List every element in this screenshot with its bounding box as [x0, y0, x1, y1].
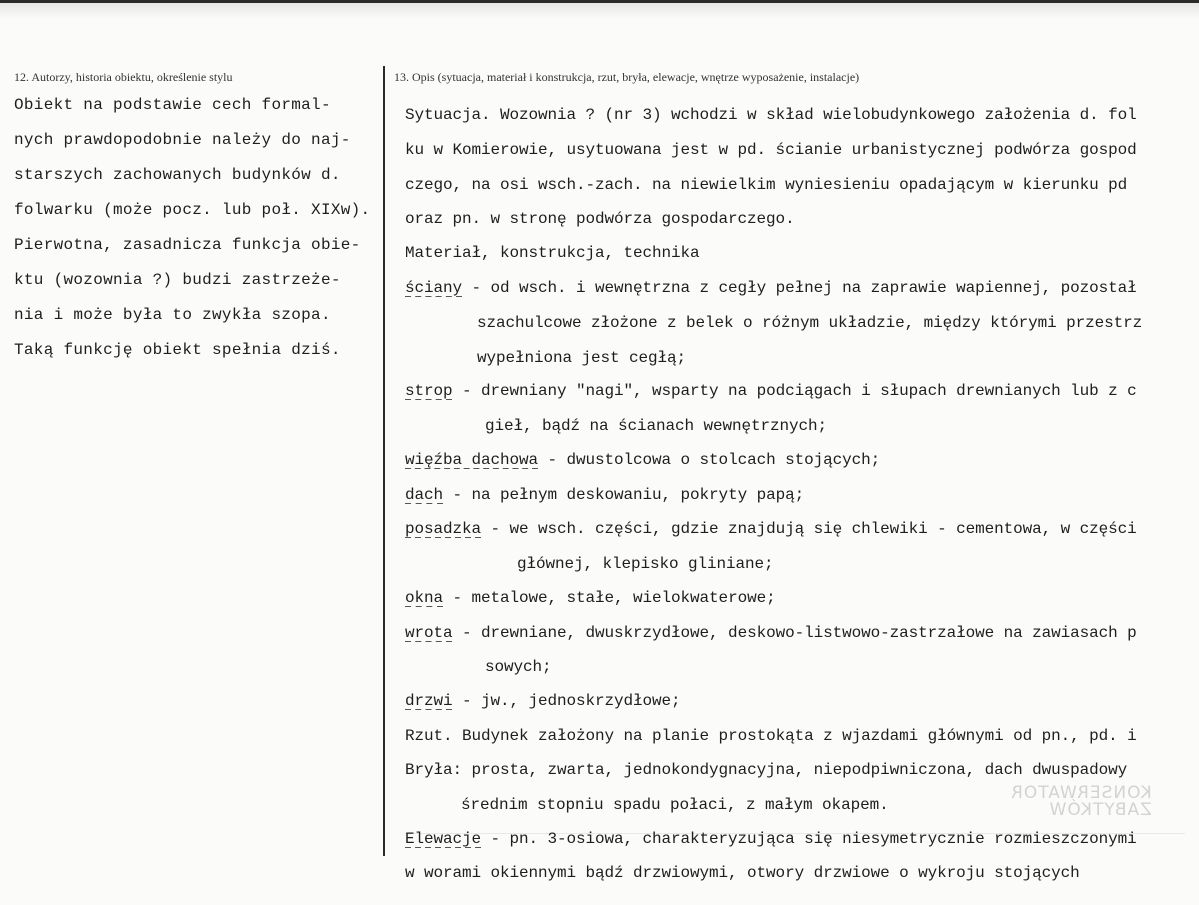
term-elewacje: Elewacje [405, 830, 482, 848]
text-line: ściany - od wsch. i wewnętrzna z cegły pełnej na zaprawie wapiennej, pozostał [405, 279, 1137, 297]
column-divider [383, 66, 385, 856]
term-material: Materiał, konstrukcja, technika [405, 244, 700, 262]
text-line: drzwi - jw., jednoskrzydłowe; [405, 692, 681, 710]
term-rzut: Rzut [405, 727, 444, 745]
text-line: szachulcowe złożone z belek o różnym układzie, między którymi przestrz [477, 314, 1143, 332]
scan-top-shadow [0, 3, 1199, 19]
show-through-stamp: KONSERWATOR ZABYTKÓW [1010, 783, 1152, 820]
text-line: okna - metalowe, stałe, wielokwaterowe; [405, 589, 776, 607]
text-line: sowych; [485, 658, 552, 676]
text-line: Taką funkcję obiekt spełnia dziś. [14, 341, 341, 359]
text-line: ku w Komierowie, usytuowana jest w pd. ścianie urbanistycznej podwórza gospod [405, 141, 1137, 159]
text-line: wypełniona jest cegłą; [477, 349, 687, 367]
text-line: Obiekt na podstawie cech formal- [14, 96, 331, 114]
section-12-heading: 12. Autorzy, historia obiektu, określenie stylu [14, 70, 233, 84]
text-line: folwarku (może pocz. lub poł. XIXw). [14, 201, 371, 219]
section-13-heading: 13. Opis (sytuacja, materiał i konstrukcja, rzut, bryła, elewacje, wnętrze wyposażenie, instalacje) [394, 70, 860, 84]
term-wrota: wrota [405, 624, 453, 642]
term-strop: strop [405, 382, 453, 400]
text-line: czego, na osi wsch.-zach. na niewielkim wyniesieniu opadającym w kierunku pd [405, 176, 1128, 194]
term-sytuacja: Sytuacja [405, 106, 482, 124]
text-line: posadzka - we wsch. części, gdzie znajdują się chlewiki - cementowa, w części [405, 520, 1137, 538]
text-line: Elewacje - pn. 3-osiowa, charakteryzująca się niesymetrycznie rozmieszczonymi [405, 830, 1137, 848]
text-line: Sytuacja. Wozownia ? (nr 3) wchodzi w skład wielobudynkowego założenia d. fol [405, 106, 1137, 124]
text-line: nia i może była to zwykła szopa. [14, 306, 331, 324]
text-line: średnim stopniu spadu połaci, z małym okapem. [461, 796, 889, 814]
term-okna: okna [405, 589, 444, 607]
term-dach: dach [405, 486, 444, 504]
text-line: strop - drewniany "nagi", wsparty na podciągach i słupach drewnianych lub z c [405, 382, 1137, 400]
text-line: starszych zachowanych budynków d. [14, 166, 341, 184]
term-sciany: ściany [405, 279, 463, 297]
text-line [405, 244, 700, 262]
text-line: gieł, bądź na ścianach wewnętrznych; [485, 417, 828, 435]
text-line: Bryła: prosta, zwarta, jednokondygnacyjna, niepodpiwniczona, dach dwuspadowy [405, 761, 1128, 779]
term-drzwi: drzwi [405, 692, 453, 710]
text-line: Rzut. Budynek założony na planie prostokąta z wjazdami głównymi od pn., pd. i [405, 727, 1137, 745]
text-line: w worami okiennymi bądź drzwiowymi, otwory drzwiowe o wykroju stojących [405, 864, 1080, 882]
text-line: wrota - drewniane, dwuskrzydłowe, deskowo-listwowo-zastrzałowe na zawiasach p [405, 624, 1137, 642]
term-bryla: Bryła [405, 761, 453, 779]
text-line: nych prawdopodobnie należy do naj- [14, 131, 351, 149]
text-line: dach - na pełnym deskowaniu, pokryty papą; [405, 486, 805, 504]
text-line: Pierwotna, zasadnicza funkcja obie- [14, 236, 361, 254]
text-line: oraz pn. w stronę podwórza gospodarczego. [405, 210, 795, 228]
term-posadzka: posadzka [405, 520, 482, 538]
text-line: głównej, klepisko gliniane; [517, 555, 774, 573]
text-line: ktu (wozownia ?) budzi zastrzeże- [14, 271, 341, 289]
text-line: więźba dachowa - dwustolcowa o stolcach stojących; [405, 451, 881, 469]
term-wiezba: więźba dachowa [405, 451, 539, 469]
